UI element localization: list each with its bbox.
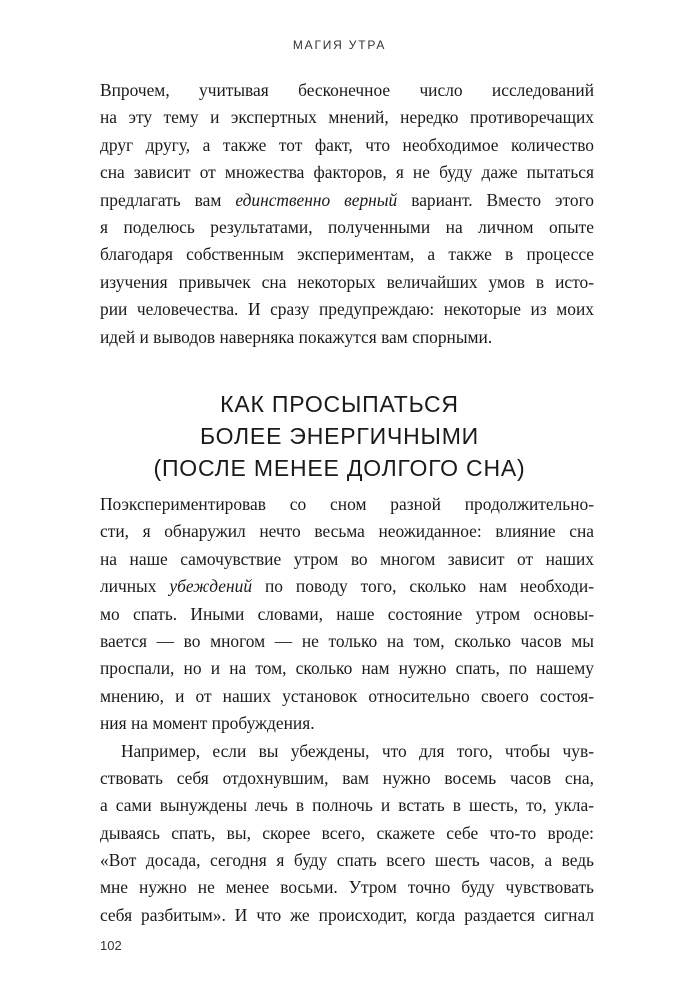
text-line: на наше самочувствие утром во многом зависит от наших	[100, 548, 594, 569]
text-line: на эту тему и экспертных мнений, нередко противоречащих	[100, 107, 594, 128]
text-line: проспали, но и на том, сколько нам нужно спать, по нашему	[100, 658, 594, 679]
text-line: рии человечества. И сразу предупреждаю: некоторые из моих	[100, 299, 594, 320]
section-heading	[0, 388, 679, 484]
text-line: Впрочем, учитывая бесконечное число исследований	[100, 80, 594, 100]
body-text	[100, 491, 594, 929]
text-line: изучения привычек сна некоторых величайших умов в исто-	[100, 271, 594, 292]
text-line	[100, 187, 594, 214]
paragraph-1	[100, 77, 594, 351]
heading-line: КАК ПРОСЫПАТЬСЯ	[220, 391, 459, 417]
text-line: мнению, и от наших установок относительно своего состоя-	[100, 685, 594, 706]
text-line: «Вот досада, сегодня я буду спать всего шесть часов, а ведь	[100, 850, 594, 871]
text-line: вается — во многом — не только на том, сколько часов мы	[100, 630, 594, 651]
text-line: я поделюсь результатами, полученными на личном опыте	[100, 216, 594, 237]
text-line: идей и выводов наверняка покажутся вам спорными.	[100, 326, 493, 347]
text-line: Поэкспериментировав со сном разной продолжительно-	[100, 494, 594, 514]
text-line: сна зависит от множества факторов, я не буду даже пытаться	[100, 162, 594, 183]
text-line	[100, 573, 594, 600]
text-run: личных	[100, 576, 170, 597]
text-line: благодаря собственным экспериментам, а также в процессе	[100, 244, 594, 265]
text-line: мне нужно не менее восьми. Утром точно буду чувствовать	[100, 877, 594, 898]
text-line: друг другу, а также тот факт, что необходимое количество	[100, 134, 594, 155]
text-line: ния на момент пробуждения.	[100, 713, 315, 734]
text-line: сти, я обнаружил нечто весьма неожиданное: влияние сна	[100, 521, 594, 542]
text-line: мо спать. Иными словами, наше состояние утром основы-	[100, 603, 594, 624]
heading-line: БОЛЕЕ ЭНЕРГИЧНЫМИ	[199, 423, 480, 449]
text-line: а сами вынуждены лечь в полночь и встать в шесть, то, укла-	[100, 795, 594, 816]
page-number: 102	[100, 938, 122, 953]
text-run: вариант. Вместо этого	[397, 189, 594, 210]
heading-line: (ПОСЛЕ МЕНЕЕ ДОЛГОГО СНА)	[153, 455, 526, 481]
italic-emphasis: единственно верный	[235, 189, 398, 210]
text-line: Например, если вы убеждены, что для того, чтобы чув-	[121, 740, 594, 761]
text-line: ствовать себя отдохнувшим, вам нужно восемь часов сна,	[100, 767, 594, 788]
italic-emphasis: убеждений	[169, 576, 253, 597]
text-run: по поводу того, сколько нам необходи-	[252, 576, 595, 597]
running-head: МАГИЯ УТРА	[292, 38, 387, 52]
text-line: дываясь спать, вы, скорее всего, скажете себе что-то вроде:	[100, 822, 594, 843]
text-line: себя разбитым». И что же происходит, когда раздается сигнал	[100, 904, 594, 925]
text-run: предлагать вам	[100, 189, 236, 210]
